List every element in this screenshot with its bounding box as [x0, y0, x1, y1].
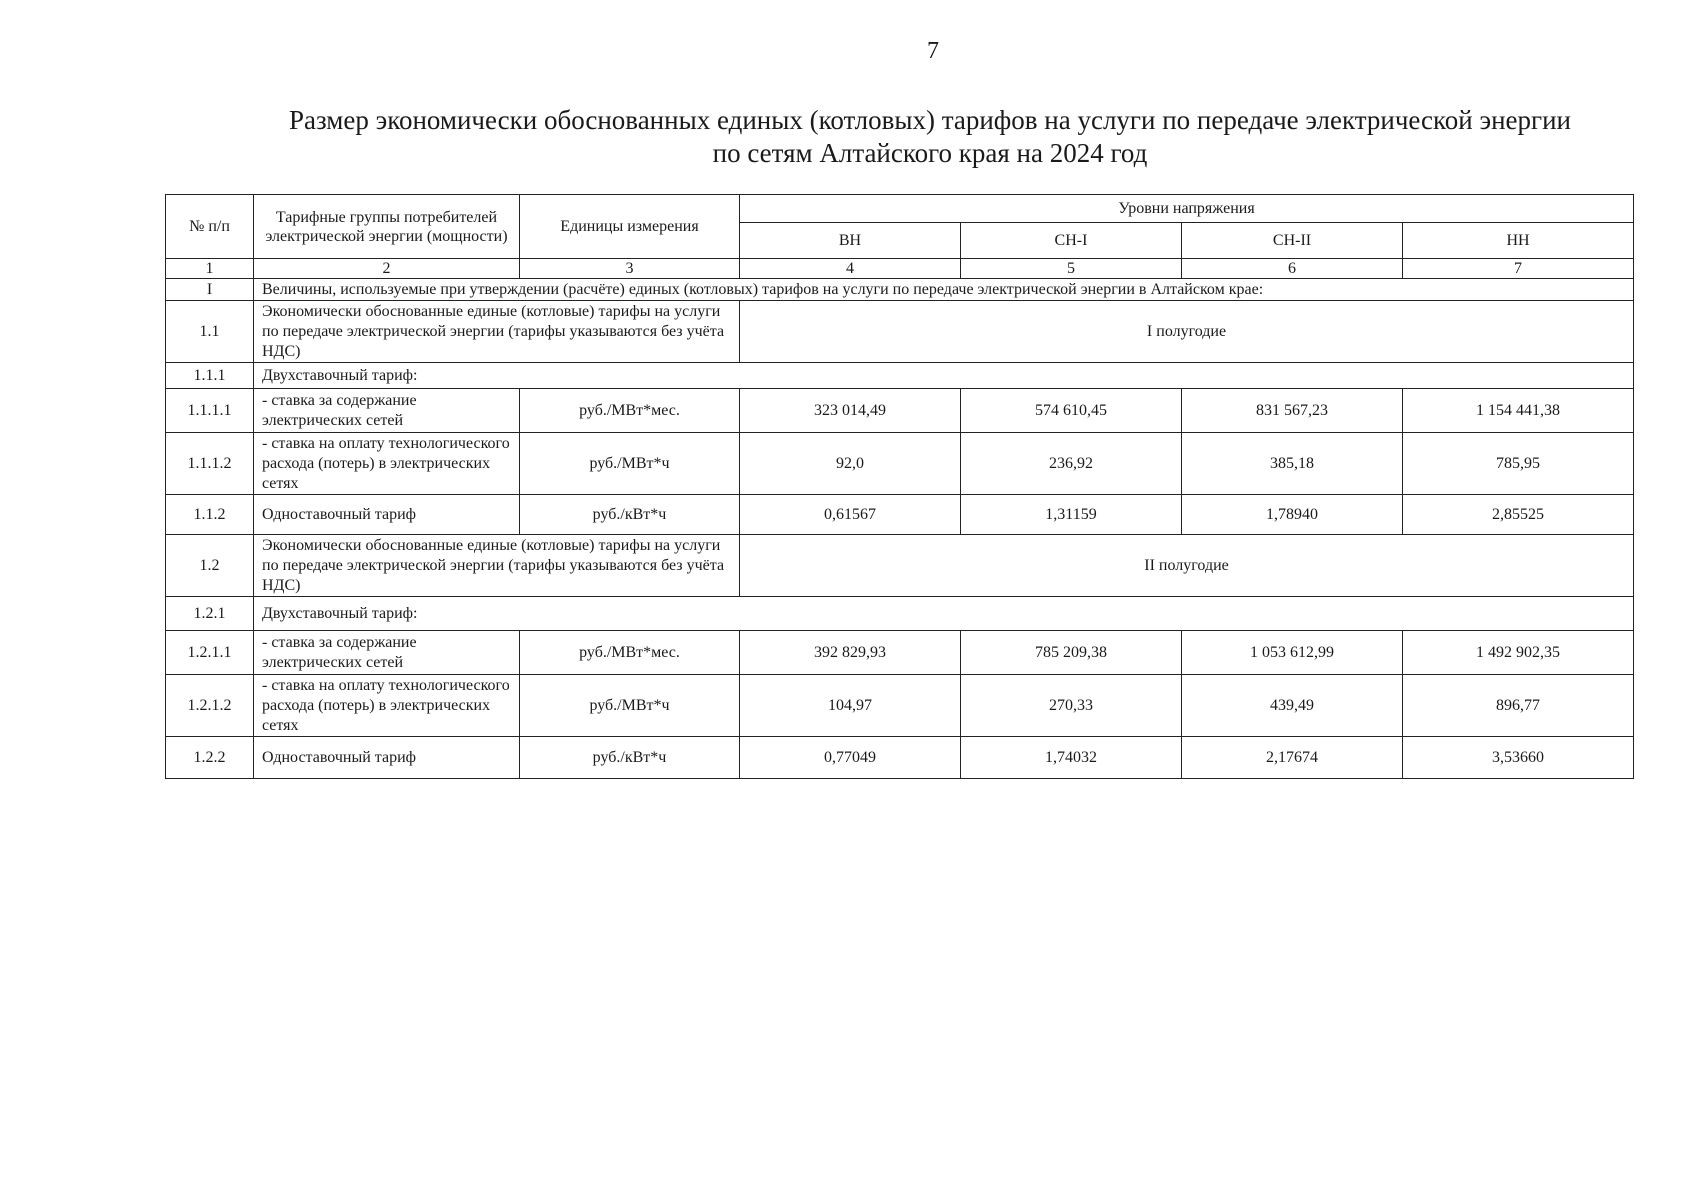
value-vn: 0,61567	[740, 495, 961, 535]
table-row	[166, 737, 1634, 779]
table-row	[166, 495, 1634, 535]
row-text: - ставка за содержание электрических сетей	[254, 631, 520, 675]
value-sn2: 1,78940	[1182, 495, 1403, 535]
col-number: 4	[740, 259, 961, 279]
row-num: 1.2.1	[166, 597, 254, 631]
value-sn1: 270,33	[961, 675, 1182, 737]
col-number: 3	[520, 259, 740, 279]
row-unit: руб./МВт*ч	[520, 433, 740, 495]
header-nn: НН	[1403, 223, 1634, 259]
document-title	[270, 104, 1590, 170]
value-sn1: 1,31159	[961, 495, 1182, 535]
header-sn1: СН-I	[961, 223, 1182, 259]
header-voltage-levels: Уровни напряжения	[740, 195, 1634, 223]
row-text: - ставка за содержание электрических сетей	[254, 389, 520, 433]
row-unit: руб./МВт*мес.	[520, 631, 740, 675]
row-num: 1.2.2	[166, 737, 254, 779]
period-label: I полугодие	[740, 301, 1634, 363]
header-row-1	[166, 195, 1634, 223]
period-label: II полугодие	[740, 535, 1634, 597]
value-nn: 3,53660	[1403, 737, 1634, 779]
table-row	[166, 631, 1634, 675]
row-num: 1.1.2	[166, 495, 254, 535]
row-num: 1.1.1.1	[166, 389, 254, 433]
value-sn1: 1,74032	[961, 737, 1182, 779]
section-row	[166, 279, 1634, 301]
table-row	[166, 535, 1634, 597]
col-number: 5	[961, 259, 1182, 279]
row-num: 1.1	[166, 301, 254, 363]
title-line-2: по сетям Алтайского края на 2024 год	[712, 138, 1148, 168]
value-sn1: 236,92	[961, 433, 1182, 495]
value-sn2: 2,17674	[1182, 737, 1403, 779]
header-sn2: СН-II	[1182, 223, 1403, 259]
value-nn: 896,77	[1403, 675, 1634, 737]
row-unit: руб./МВт*ч	[520, 675, 740, 737]
row-num: 1.1.1	[166, 363, 254, 389]
table-row	[166, 433, 1634, 495]
row-unit: руб./МВт*мес.	[520, 389, 740, 433]
col-number: 6	[1182, 259, 1403, 279]
value-vn: 92,0	[740, 433, 961, 495]
section-num: I	[166, 279, 254, 301]
value-sn2: 439,49	[1182, 675, 1403, 737]
value-nn: 1 492 902,35	[1403, 631, 1634, 675]
value-vn: 392 829,93	[740, 631, 961, 675]
column-numbers-row	[166, 259, 1634, 279]
row-text: Двухставочный тариф:	[254, 363, 1634, 389]
row-text: Экономически обоснованные единые (котловые) тарифы на услуги по передаче электрической энергии (тарифы указываются без учёта НДС)	[254, 301, 740, 363]
section-text: Величины, используемые при утверждении (расчёте) единых (котловых) тарифов на услуги по передаче электрической энергии в Алтайском крае:	[254, 279, 1634, 301]
row-text: Двухставочный тариф:	[254, 597, 1634, 631]
table-row	[166, 363, 1634, 389]
col-number: 2	[254, 259, 520, 279]
page-number: 7	[927, 38, 939, 64]
value-sn2: 385,18	[1182, 433, 1403, 495]
header-groups: Тарифные группы потребителей электрической энергии (мощности)	[254, 195, 520, 259]
title-line-1: Размер экономически обоснованных единых (котловых) тарифов на услуги по передаче электрической энергии	[289, 105, 1571, 135]
value-nn: 785,95	[1403, 433, 1634, 495]
row-text: - ставка на оплату технологического расхода (потерь) в электрических сетях	[254, 433, 520, 495]
value-vn: 0,77049	[740, 737, 961, 779]
value-nn: 2,85525	[1403, 495, 1634, 535]
table-row	[166, 301, 1634, 363]
row-num: 1.1.1.2	[166, 433, 254, 495]
row-num: 1.2.1.1	[166, 631, 254, 675]
value-vn: 323 014,49	[740, 389, 961, 433]
table-row	[166, 597, 1634, 631]
value-sn2: 1 053 612,99	[1182, 631, 1403, 675]
col-number: 1	[166, 259, 254, 279]
table-row	[166, 675, 1634, 737]
row-text: Экономически обоснованные единые (котловые) тарифы на услуги по передаче электрической энергии (тарифы указываются без учёта НДС)	[254, 535, 740, 597]
row-unit: руб./кВт*ч	[520, 737, 740, 779]
tariff-table	[165, 194, 1634, 779]
table-row	[166, 389, 1634, 433]
value-nn: 1 154 441,38	[1403, 389, 1634, 433]
col-number: 7	[1403, 259, 1634, 279]
row-num: 1.2.1.2	[166, 675, 254, 737]
row-unit: руб./кВт*ч	[520, 495, 740, 535]
header-vn: ВН	[740, 223, 961, 259]
header-num: № п/п	[166, 195, 254, 259]
row-text: - ставка на оплату технологического расхода (потерь) в электрических сетях	[254, 675, 520, 737]
row-text: Одноставочный тариф	[254, 495, 520, 535]
row-num: 1.2	[166, 535, 254, 597]
value-vn: 104,97	[740, 675, 961, 737]
row-text: Одноставочный тариф	[254, 737, 520, 779]
header-units: Единицы измерения	[520, 195, 740, 259]
value-sn1: 785 209,38	[961, 631, 1182, 675]
value-sn1: 574 610,45	[961, 389, 1182, 433]
value-sn2: 831 567,23	[1182, 389, 1403, 433]
